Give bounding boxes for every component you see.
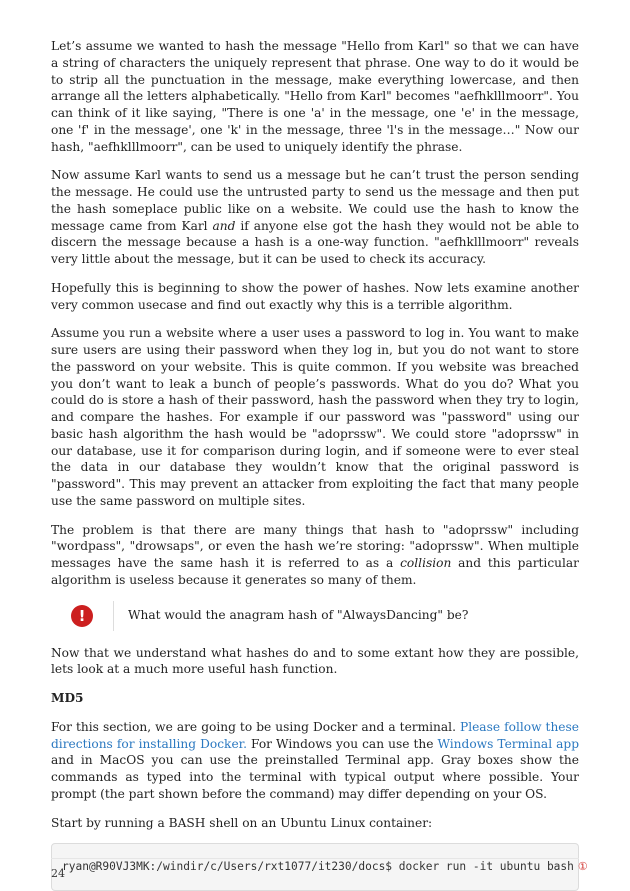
paragraph-useful-hash: Now that we understand what hashes do and to some extant how they are possible, lets look at a much more useful hash function. xyxy=(51,645,579,677)
paragraph-docker-setup xyxy=(51,719,579,803)
emphasis-and: and xyxy=(212,218,236,233)
link-windows-terminal[interactable]: Windows Terminal app xyxy=(437,736,580,751)
text-span: The problem is that there are many things that hash to "adoprssw" including "wordpass", "drowsaps", or even the hash we’re storing: "adoprssw". When multiple messages have the same hash it is referred to as a xyxy=(51,522,579,570)
text-span: For this section, we are going to be using Docker and a terminal. xyxy=(51,719,460,734)
page-footer xyxy=(51,858,579,880)
text-span: and this particular algorithm is useless because it generates so many of them. xyxy=(51,556,579,587)
callout-icon-cell xyxy=(51,601,114,631)
exclamation-circle-icon: ! xyxy=(71,605,93,627)
paragraph-hello-karl: Let’s assume we wanted to hash the message "Hello from Karl" so that we can have a string of characters the uniquely represent that phrase. One way to do it would be to strip all the punctuation in the message, make everything lowercase, and then arrange all the letters alphabetically. "Hello from Karl" becomes "aefhklllmoorr". You can think of it like saying, "There is one 'a' in the message, one 'e' in the message, one 'f' in the message', one 'k' in the message, three 'l's in the message…" Now our hash, "aefhklllmoorr", can be used to uniquely identify the phrase. xyxy=(51,39,579,154)
paragraph-start-bash: Start by running a BASH shell on an Ubuntu Linux container: xyxy=(51,815,433,830)
link-install-docker[interactable]: Please follow these directions for installing Docker. xyxy=(51,719,579,751)
paragraph-untrusted-party xyxy=(51,167,579,268)
text-span: For Windows you can use the xyxy=(247,736,438,751)
code-command: ryan@R90VJ3MK:/windir/c/Users/rxt1077/it230/docs$ docker run -it ubuntu bash xyxy=(62,860,574,874)
question-callout xyxy=(51,601,579,631)
page-number: 24 xyxy=(51,867,65,880)
text-span: Now assume Karl wants to send us a message but he can’t trust the person sending the message. He could use the untrusted party to send us the message and then put the hash someplace public like on a website. We could use the hash to know the message came from Karl xyxy=(51,168,579,233)
paragraph-collision xyxy=(51,522,579,589)
document-body xyxy=(51,38,588,891)
section-heading-md5: MD5 xyxy=(51,691,84,705)
text-span: if anyone else got the hash they would not be able to discern the message because a hash is a one-way function. "aefhklllmoorr" reveals very little about the message, but it can be used to check its accuracy. xyxy=(51,218,579,266)
emphasis-collision: collision xyxy=(400,556,452,570)
callout-text: What would the anagram hash of "AlwaysDancing" be? xyxy=(128,608,469,623)
text-span: and in MacOS you can use the preinstalled Terminal app. Gray boxes show the commands as typed into the terminal with typical output where possible. Your prompt (the part shown before the command) may differ depending on your OS. xyxy=(51,753,579,801)
paragraph-power-of-hashes: Hopefully this is beginning to show the power of hashes. Now lets examine another very common usecase and find out exactly why this is a terrible algorithm. xyxy=(51,280,579,312)
paragraph-password-storage: Assume you run a website where a user uses a password to log in. You want to make sure users are using their password when they log in, but you do not want to store the password on your website. This is quite common. If you website was breached you don’t want to leak a bunch of people’s passwords. What do you do? What you could do is store a hash of their password, hash the password when they try to login, and compare the hashes. For example if our password was "password" using our basic hash algorithm the hash would be "adoprssw". We could store "adoprssw" in our database, use it for comparison during login, and if someone were to ever steal the data in our database they wouldn’t know that the original password is "password". This may prevent an attacker from exploiting the fact that many people use the same password on multiple sites. xyxy=(51,326,579,508)
callout-marker: ① xyxy=(577,860,588,874)
